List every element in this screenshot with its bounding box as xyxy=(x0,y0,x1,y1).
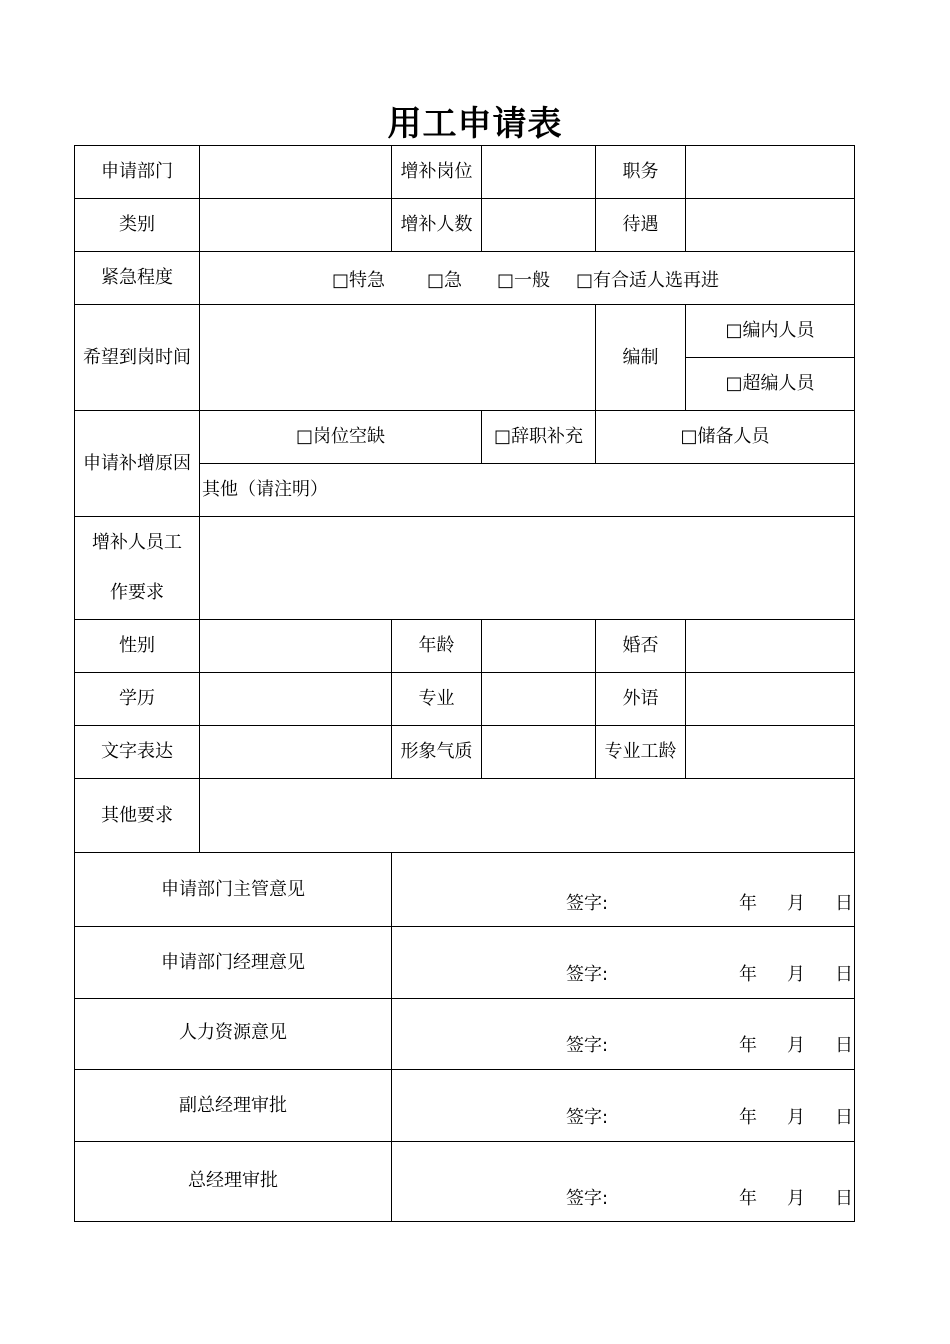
category-field[interactable] xyxy=(199,198,392,252)
year-label: 年 xyxy=(739,1035,757,1056)
requirements-label xyxy=(74,516,200,620)
year-label: 年 xyxy=(739,893,757,914)
urgency-option-extra-urgent[interactable]: □特急 xyxy=(332,270,386,291)
treatment-field[interactable] xyxy=(685,198,855,252)
page-title: 用工申请表 xyxy=(387,104,563,144)
signature-label: 签字: xyxy=(566,893,609,914)
signature-label: 签字: xyxy=(566,1107,609,1128)
count-label: 增补人数 xyxy=(391,198,482,252)
approval-label: 总经理审批 xyxy=(74,1141,392,1222)
approval-field[interactable] xyxy=(391,1141,855,1222)
other-requirements-field[interactable] xyxy=(199,778,855,853)
treatment-label: 待遇 xyxy=(595,198,686,252)
approval-label: 申请部门经理意见 xyxy=(74,926,392,999)
staffing-label: 编制 xyxy=(595,304,686,411)
approval-field[interactable] xyxy=(391,852,855,927)
requirements-label-line2: 作要求 xyxy=(110,582,164,603)
approval-label: 副总经理审批 xyxy=(74,1069,392,1142)
signature-label: 签字: xyxy=(566,1035,609,1056)
month-label: 月 xyxy=(787,1035,805,1056)
signature-label: 签字: xyxy=(566,1188,609,1209)
year-label: 年 xyxy=(739,1107,757,1128)
approval-label: 人力资源意见 xyxy=(74,998,392,1070)
month-label: 月 xyxy=(787,893,805,914)
reason-option-resignation[interactable]: □辞职补充 xyxy=(481,410,596,464)
category-label: 类别 xyxy=(74,198,200,252)
requirements-label-line1: 增补人员工 xyxy=(92,532,182,553)
requirements-field[interactable] xyxy=(199,516,855,620)
reason-other-field[interactable]: 其他（请注明） xyxy=(199,463,855,517)
dept-field[interactable] xyxy=(199,145,392,199)
approval-field[interactable] xyxy=(391,926,855,999)
urgency-option-urgent[interactable]: □急 xyxy=(427,270,463,291)
duty-label: 职务 xyxy=(595,145,686,199)
age-field[interactable] xyxy=(481,619,596,673)
seniority-label: 专业工龄 xyxy=(595,725,686,779)
reason-option-vacancy[interactable]: □岗位空缺 xyxy=(199,410,482,464)
image-field[interactable] xyxy=(481,725,596,779)
education-label: 学历 xyxy=(74,672,200,726)
major-field[interactable] xyxy=(481,672,596,726)
day-label: 日 xyxy=(835,964,853,985)
education-field[interactable] xyxy=(199,672,392,726)
year-label: 年 xyxy=(739,964,757,985)
marital-label: 婚否 xyxy=(595,619,686,673)
arrival-field[interactable] xyxy=(199,304,596,411)
day-label: 日 xyxy=(835,1035,853,1056)
urgency-label: 紧急程度 xyxy=(74,251,200,305)
month-label: 月 xyxy=(787,964,805,985)
day-label: 日 xyxy=(835,1107,853,1128)
signature-label: 签字: xyxy=(566,964,609,985)
image-label: 形象气质 xyxy=(391,725,482,779)
month-label: 月 xyxy=(787,1107,805,1128)
count-field[interactable] xyxy=(481,198,596,252)
approval-label: 申请部门主管意见 xyxy=(74,852,392,927)
seniority-field[interactable] xyxy=(685,725,855,779)
day-label: 日 xyxy=(835,893,853,914)
year-label: 年 xyxy=(739,1188,757,1209)
reason-option-reserve[interactable]: □储备人员 xyxy=(595,410,855,464)
language-label: 外语 xyxy=(595,672,686,726)
gender-field[interactable] xyxy=(199,619,392,673)
month-label: 月 xyxy=(787,1188,805,1209)
marital-field[interactable] xyxy=(685,619,855,673)
arrival-label: 希望到岗时间 xyxy=(74,304,200,411)
urgency-option-normal[interactable]: □一般 xyxy=(497,270,551,291)
dept-label: 申请部门 xyxy=(74,145,200,199)
major-label: 专业 xyxy=(391,672,482,726)
gender-label: 性别 xyxy=(74,619,200,673)
duty-field[interactable] xyxy=(685,145,855,199)
day-label: 日 xyxy=(835,1188,853,1209)
urgency-option-when-suitable[interactable]: □有合适人选再进 xyxy=(576,270,720,291)
writing-label: 文字表达 xyxy=(74,725,200,779)
writing-field[interactable] xyxy=(199,725,392,779)
reason-label: 申请补增原因 xyxy=(74,410,200,517)
age-label: 年龄 xyxy=(391,619,482,673)
post-field[interactable] xyxy=(481,145,596,199)
approval-field[interactable] xyxy=(391,1069,855,1142)
staffing-option-over-quota[interactable]: □超编人员 xyxy=(685,357,855,411)
language-field[interactable] xyxy=(685,672,855,726)
post-label: 增补岗位 xyxy=(391,145,482,199)
staffing-option-in-quota[interactable]: □编内人员 xyxy=(685,304,855,358)
other-requirements-label: 其他要求 xyxy=(74,778,200,853)
approval-field[interactable] xyxy=(391,998,855,1070)
